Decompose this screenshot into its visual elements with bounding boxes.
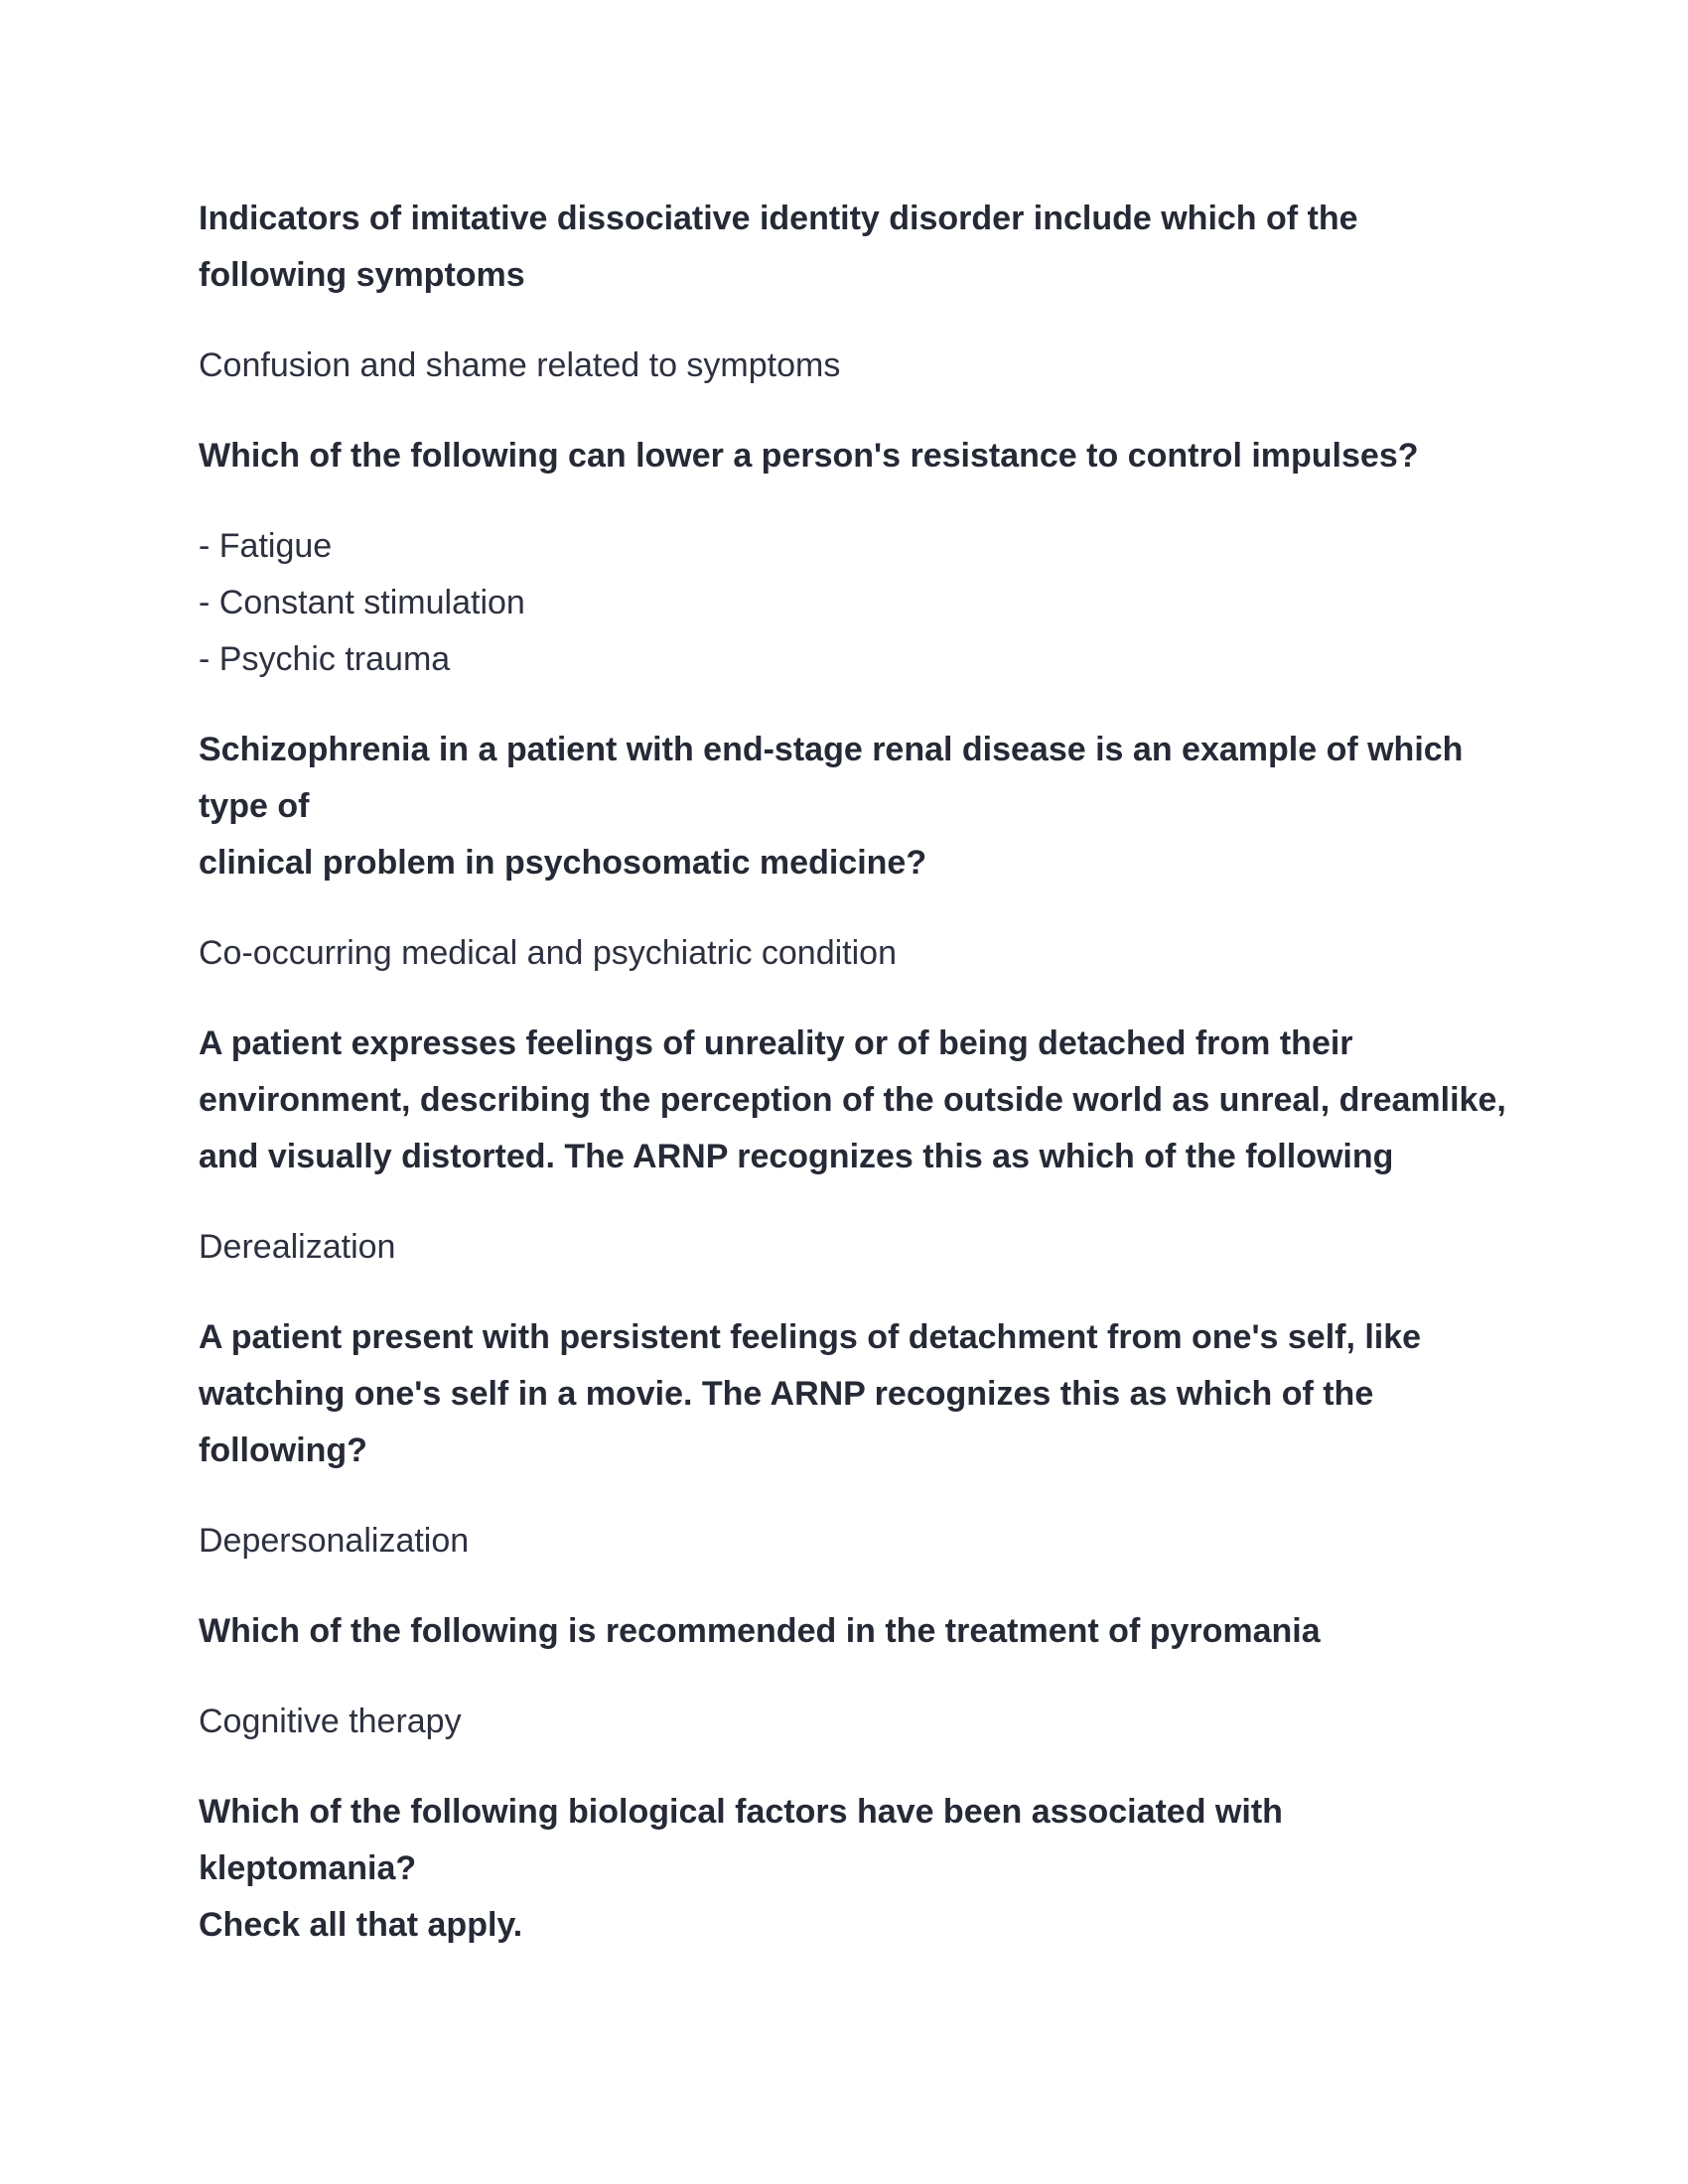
answer-3 xyxy=(199,925,1509,982)
question-line: following? xyxy=(199,1432,367,1469)
question-2 xyxy=(199,428,1509,484)
answer-line: - Psychic trauma xyxy=(199,640,451,678)
question-3 xyxy=(199,722,1509,891)
answer-6 xyxy=(199,1694,1509,1750)
answer-line: Confusion and shame related to symptoms xyxy=(199,346,841,384)
answer-line: Cognitive therapy xyxy=(199,1703,462,1740)
answer-line: Co-occurring medical and psychiatric condition xyxy=(199,934,897,972)
question-5 xyxy=(199,1309,1509,1479)
question-line: Which of the following is recommended in the treatment of pyromania xyxy=(199,1612,1321,1650)
question-7 xyxy=(199,1784,1509,1954)
question-line: A patient present with persistent feelings of detachment from one's self, like xyxy=(199,1318,1422,1356)
question-line: watching one's self in a movie. The ARNP recognizes this as which of the xyxy=(199,1375,1374,1413)
answer-line: - Fatigue xyxy=(199,527,333,565)
question-line: Check all that apply. xyxy=(199,1906,523,1944)
question-line: Schizophrenia in a patient with end-stage renal disease is an example of which xyxy=(199,731,1464,768)
question-line: type of xyxy=(199,787,310,825)
question-line: Which of the following can lower a person's resistance to control impulses? xyxy=(199,437,1419,475)
question-line: following symptoms xyxy=(199,256,525,294)
question-line: A patient expresses feelings of unreality or of being detached from their xyxy=(199,1024,1353,1062)
question-4 xyxy=(199,1016,1509,1185)
answer-line: Depersonalization xyxy=(199,1522,470,1560)
answer-2 xyxy=(199,518,1509,688)
question-line: environment, describing the perception of the outside world as unreal, dreamlike, xyxy=(199,1081,1506,1119)
answer-1 xyxy=(199,338,1509,394)
question-line: Indicators of imitative dissociative identity disorder include which of the xyxy=(199,200,1358,237)
question-line: Which of the following biological factors have been associated with kleptomania? xyxy=(199,1793,1283,1887)
answer-5 xyxy=(199,1513,1509,1570)
question-line: clinical problem in psychosomatic medicine? xyxy=(199,844,927,882)
question-line: and visually distorted. The ARNP recognizes this as which of the following xyxy=(199,1138,1394,1175)
document-page xyxy=(199,191,1509,1954)
answer-4 xyxy=(199,1219,1509,1276)
question-6 xyxy=(199,1603,1509,1660)
answer-line: - Constant stimulation xyxy=(199,584,525,621)
answer-line: Derealization xyxy=(199,1228,396,1266)
question-1 xyxy=(199,191,1509,304)
